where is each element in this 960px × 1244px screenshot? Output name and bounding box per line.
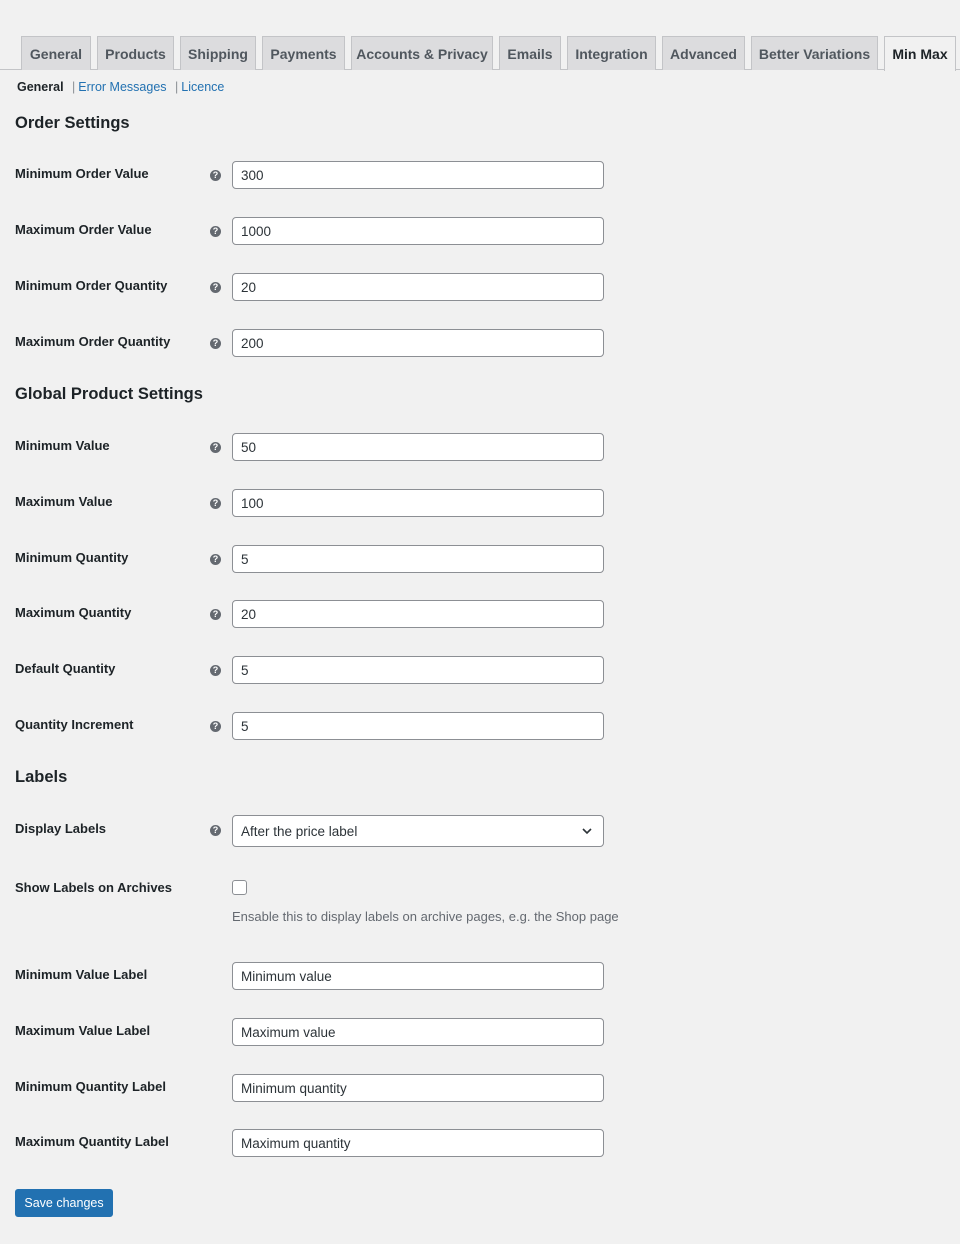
- chevron-down-icon: [581, 825, 593, 837]
- maximum-order-value-label: Maximum Order Value: [15, 222, 152, 237]
- subnav-error-messages-link[interactable]: Error Messages: [78, 80, 167, 94]
- minimum-quantity-label-input[interactable]: [232, 1074, 604, 1102]
- minimum-order-quantity-input[interactable]: [232, 273, 604, 301]
- settings-tabs: [0, 0, 960, 70]
- default-quantity-label: Default Quantity: [15, 661, 116, 676]
- show-labels-on-archives-checkbox[interactable]: [232, 880, 247, 895]
- minimum-value-input[interactable]: [232, 433, 604, 461]
- default-quantity-input[interactable]: [232, 656, 604, 684]
- subnav-separator: |: [175, 80, 179, 94]
- minimum-order-value-input[interactable]: [232, 161, 604, 189]
- question-circle-icon[interactable]: ?: [210, 442, 221, 453]
- tab-general[interactable]: General: [21, 36, 91, 70]
- tab-better-variations[interactable]: Better Variations: [751, 36, 878, 70]
- tab-min-max[interactable]: Min Max: [884, 36, 956, 71]
- order-settings-heading: Order Settings: [15, 114, 130, 132]
- tab-shipping[interactable]: Shipping: [180, 36, 256, 70]
- display-labels-label: Display Labels: [15, 821, 107, 836]
- show-labels-on-archives-description: Ensable this to display labels on archive pages, e.g. the Shop page: [232, 909, 619, 924]
- maximum-quantity-label-input[interactable]: [232, 1129, 604, 1157]
- show-labels-on-archives-label: Show Labels on Archives: [15, 880, 173, 895]
- maximum-value-label: Maximum Value: [15, 494, 113, 509]
- display-labels-selected-value: After the price label: [241, 823, 358, 839]
- tab-emails[interactable]: Emails: [499, 36, 561, 70]
- subnav-licence-link[interactable]: Licence: [181, 80, 225, 94]
- question-circle-icon[interactable]: ?: [210, 498, 221, 509]
- question-circle-icon[interactable]: ?: [210, 721, 221, 732]
- minimum-quantity-label: Minimum Quantity: [15, 550, 129, 565]
- question-circle-icon[interactable]: ?: [210, 665, 221, 676]
- question-circle-icon[interactable]: ?: [210, 226, 221, 237]
- maximum-order-value-input[interactable]: [232, 217, 604, 245]
- subnav-general: General: [17, 80, 64, 94]
- tab-products[interactable]: Products: [97, 36, 174, 70]
- minimum-quantity-input[interactable]: [232, 545, 604, 573]
- subnav-separator: |: [72, 80, 76, 94]
- tab-payments[interactable]: Payments: [262, 36, 345, 70]
- display-labels-select[interactable]: [232, 815, 604, 847]
- sub-navigation: [17, 80, 224, 94]
- question-circle-icon[interactable]: ?: [210, 282, 221, 293]
- maximum-quantity-label-label: Maximum Quantity Label: [15, 1134, 169, 1149]
- global-product-settings-heading: Global Product Settings: [15, 385, 203, 403]
- save-changes-button[interactable]: Save changes: [15, 1189, 113, 1217]
- maximum-value-label-label: Maximum Value Label: [15, 1023, 151, 1038]
- minimum-order-quantity-label: Minimum Order Quantity: [15, 278, 168, 293]
- maximum-order-quantity-input[interactable]: [232, 329, 604, 357]
- question-circle-icon[interactable]: ?: [210, 554, 221, 565]
- question-circle-icon[interactable]: ?: [210, 609, 221, 620]
- minimum-quantity-label-label: Minimum Quantity Label: [15, 1079, 166, 1094]
- maximum-value-input[interactable]: [232, 489, 604, 517]
- maximum-value-label-input[interactable]: [232, 1018, 604, 1046]
- quantity-increment-label: Quantity Increment: [15, 717, 134, 732]
- minimum-value-label-input[interactable]: [232, 962, 604, 990]
- tab-advanced[interactable]: Advanced: [662, 36, 745, 70]
- minimum-value-label-label: Minimum Value Label: [15, 967, 148, 982]
- maximum-quantity-label: Maximum Quantity: [15, 605, 132, 620]
- labels-heading: Labels: [15, 768, 68, 786]
- maximum-order-quantity-label: Maximum Order Quantity: [15, 334, 171, 349]
- question-circle-icon[interactable]: ?: [210, 338, 221, 349]
- tab-integration[interactable]: Integration: [567, 36, 656, 70]
- minimum-order-value-label: Minimum Order Value: [15, 166, 149, 181]
- quantity-increment-input[interactable]: [232, 712, 604, 740]
- minimum-value-label: Minimum Value: [15, 438, 110, 453]
- tab-accounts-privacy[interactable]: Accounts & Privacy: [351, 36, 493, 70]
- maximum-quantity-input[interactable]: [232, 600, 604, 628]
- question-circle-icon[interactable]: ?: [210, 825, 221, 836]
- question-circle-icon[interactable]: ?: [210, 170, 221, 181]
